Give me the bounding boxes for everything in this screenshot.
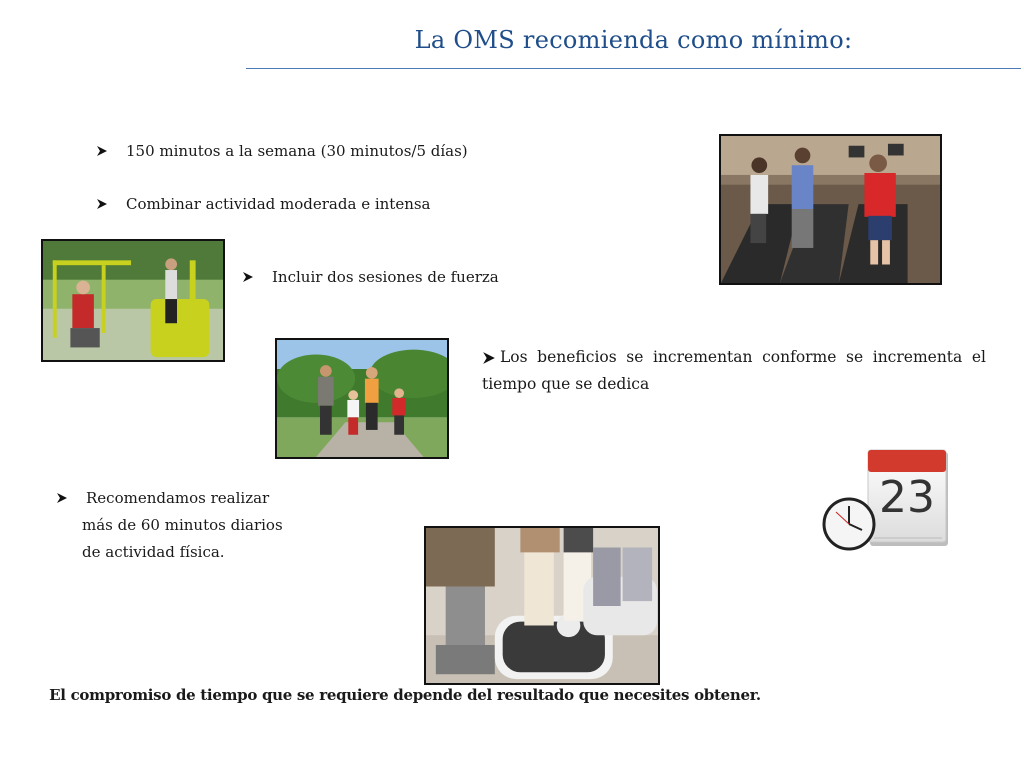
arrow-bullet-icon xyxy=(56,492,68,504)
bullet-text: Incluir dos sesiones de fuerza xyxy=(272,268,499,286)
bullet-combine-activity xyxy=(96,191,431,218)
bullet-text: Los beneficios se incrementan conforme se incrementa el tiempo que se dedica xyxy=(482,348,986,393)
bullet-strength-sessions xyxy=(242,264,499,291)
bullet-line: de actividad física. xyxy=(82,543,225,561)
photo-family-running xyxy=(275,338,449,459)
bullet-benefits xyxy=(482,344,986,398)
arrow-bullet-icon xyxy=(242,271,254,283)
footer-statement: El compromiso de tiempo que se requiere depende del resultado que necesites obtener. xyxy=(49,686,761,704)
title-divider xyxy=(246,68,1021,69)
bullet-text: 150 minutos a la semana (30 minutos/5 días) xyxy=(126,142,468,160)
photo-treadmill-gym xyxy=(719,134,942,285)
arrow-bullet-icon xyxy=(96,145,108,157)
bullet-line: Recomendamos realizar xyxy=(86,489,270,507)
arrow-bullet-icon xyxy=(96,198,108,210)
calendar-day: 23 xyxy=(879,472,935,523)
photo-bathroom-scales xyxy=(424,526,660,685)
calendar-clock-icon xyxy=(822,448,952,552)
bullet-recommend-60-minutes xyxy=(56,485,283,566)
slide-title: La OMS recomienda como mínimo: xyxy=(414,26,853,54)
photo-outdoor-gym xyxy=(41,239,225,362)
bullet-line: más de 60 minutos diarios xyxy=(82,516,283,534)
arrow-bullet-icon xyxy=(482,351,494,363)
bullet-150-minutes xyxy=(96,138,468,165)
bullet-text: Combinar actividad moderada e intensa xyxy=(126,195,431,213)
